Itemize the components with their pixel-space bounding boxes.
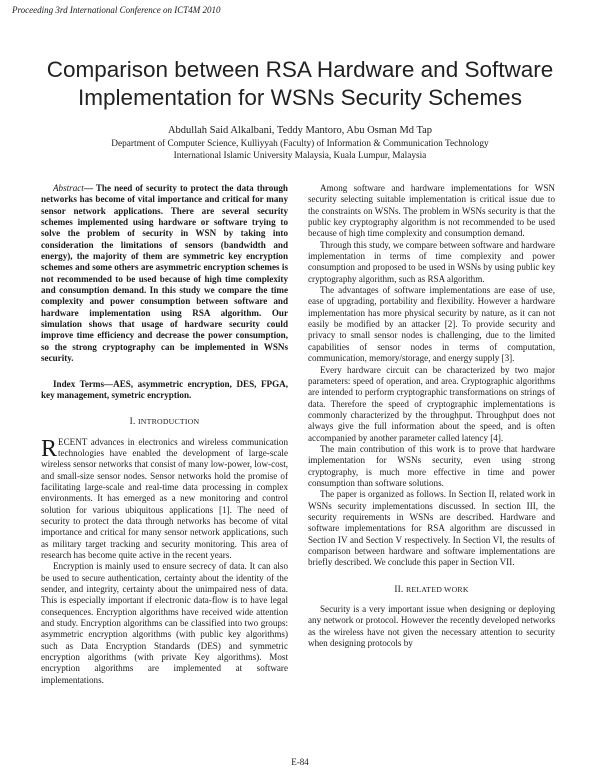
- section-heading-introduction: I. INTRODUCTION: [129, 417, 200, 428]
- affiliation-line-1: Department of Computer Science, Kulliyyah (Faculty) of Information & Communication Technology: [111, 139, 489, 149]
- abstract-text: — The need of security to protect the data through networks has become of vital importance and critical for many sensor network applications. There are several security schemes implemented using hardware or software trying to solve the problem of security in WSN by taking into consideration the limitations of sensors (bandwidth and energy), the majority of them are symmetric key encryption schemes and some others are asymmetric encryption schemes is not recommended to be used because of high time complexity and consumption demand. In this study we compare the time complexity and power consumption between software and hardware implementation using RSA algorithm. Our simulation shows that usage of hardware security could improve time efficiency and decrease the power consumption, so the strong cryptography can be implemented in WSNs security.: [41, 183, 288, 364]
- body-paragraph-3: The advantages of software implementations are ease of use, ease of upgrading, portability and flexibility. However a hardware implementation has more physical security by nature, as it can not easily be modified by an attacker [2]. To provide security and privacy to small sensor nodes is challenging, due to the limited capabilities of sensor nodes in terms of computation, communication, memory/storage, and energy supply [3].: [308, 285, 555, 364]
- right-column: [308, 183, 555, 649]
- body-paragraph-4: Every hardware circuit can be characterized by two major parameters: speed of operation, and area. Cryptographic algorithms are intended to perform cryptographic transformations on strings of data. Therefore the speed of cryptographic implementations is commonly characterized by the throughput. Throughput does not always give the full information about the speed, and is often accompanied by another parameter called latency [4].: [308, 364, 555, 443]
- abstract: [41, 183, 288, 365]
- title-line-2: Implementation for WSNs Security Schemes: [78, 85, 522, 110]
- drop-cap: R: [41, 435, 58, 462]
- affiliation-line-2: International Islamic University Malaysia, Kuala Lumpur, Malaysia: [173, 151, 427, 161]
- body-paragraph-7: Security is a very important issue when designing or deploying any network or protocol. However the recently developed networks as the wireless have not given the necessary attention to security when designing protocols by: [308, 604, 555, 649]
- abstract-label: Abstract: [53, 183, 84, 193]
- page-number: E-84: [291, 757, 309, 767]
- paper-title: [30, 56, 570, 112]
- body-paragraph-5: The main contribution of this work is to prove that hardware implementation for WSNs security, even using strong cryptography, is much more effective in time and power consumption than software solutions.: [308, 443, 555, 488]
- running-header: Proceeding 3rd International Conference on ICT4M 2010: [12, 5, 221, 15]
- author-list: Abdullah Said Alkalbani, Teddy Mantoro, Abu Osman Md Tap: [167, 125, 433, 136]
- intro-paragraph-1: RECENT advances in electronics and wireless communication technologies have enabled the development of large-scale wireless sensor networks that consist of many low-power, low-cost, and small-size sensor nodes. Sensor networks hold the promise of facilitating large-scale and real-time data processing in complex environments. It has emerged as a new monitoring and control solution for various ubiquitous applications [1]. The need of security to protect the data through networks has become of vital importance and critical for many sensor network applications, such as military target tracking and security monitoring. This area of research has become quite active in the recent years.: [41, 435, 288, 560]
- intro-paragraph-2: Encryption is mainly used to ensure secrecy of data. It can also be used to secure authentication, certainty about the identity of the sender, and integrity, certainty about the unimpaired ness of data. This is especially important if electronic data-flow is to have legal consequences. Encryption algorithms have received wide attention and study. Encryption algorithms can be classified into two groups: asymmetric encryption algorithms (with public key algorithms) such as Data Encryption Standards (DES) and symmetric encryption algorithms (with private Key algorithms). Most encryption algorithms are implemented at software implementations.: [41, 561, 288, 685]
- affiliation: [30, 138, 570, 162]
- body-paragraph-1: Among software and hardware implementations for WSN security selecting suitable implementation is critical issue due to the constraints on WSNs. The problem in WSNs security is that the public key cryptography algorithm is not recommended to be used because of high time complexity and consumption demand.: [308, 183, 555, 239]
- left-column: [41, 183, 288, 686]
- body-paragraph-2: Through this study, we compare between software and hardware implementation in terms of time complexity and power consumption and proposed to be used in WSNs by using public key cryptography algorithm, such as RSA algorithm.: [308, 239, 555, 284]
- index-terms: Index Terms—AES, asymmetric encryption, DES, FPGA, key management, symetric encryption.: [41, 378, 288, 400]
- body-paragraph-6: The paper is organized as follows. In Section II, related work in WSNs security implementations discussed. In section III, the security requirements in WSNs are described. Hardware and software implementations for RSA algorithm are discussed in Section IV and Section V respectively. In Section VI, the results of comparison between hardware and software implementations are briefly described. We conclude this paper in Section VII.: [308, 489, 555, 568]
- section-heading-related-work: II. RELATED WORK: [394, 584, 469, 595]
- title-line-1: Comparison between RSA Hardware and Software: [46, 57, 554, 82]
